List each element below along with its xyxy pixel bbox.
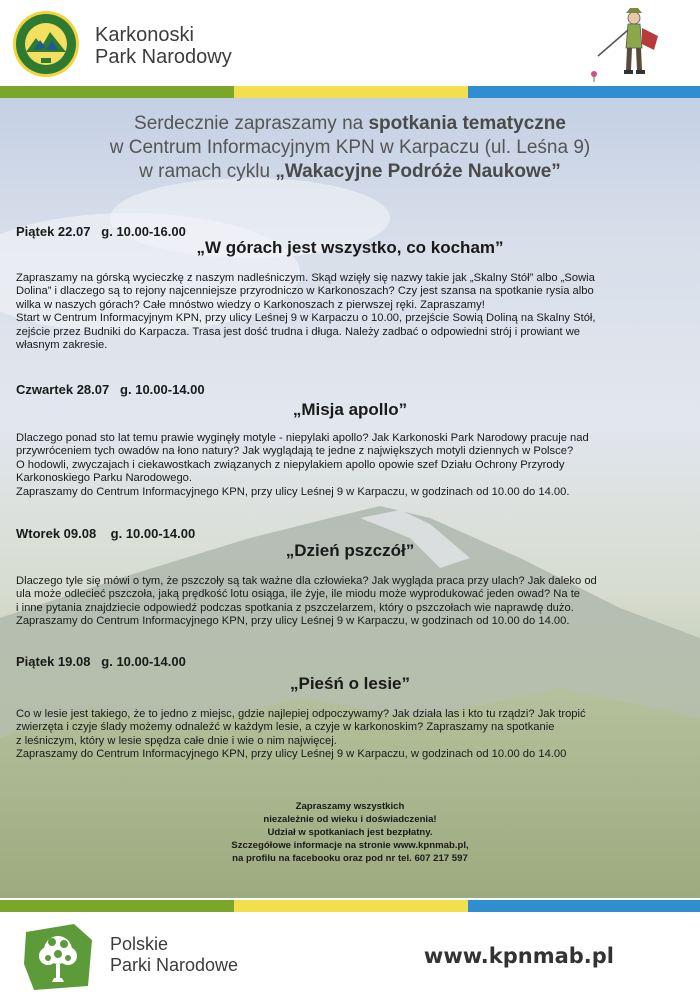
event-description-line: zejście przez Budniki do Karpacza. Trasa jest dość trudna i długa. Należy zadbać o odpowiedni strój i prowiant we [16, 325, 581, 338]
event-description-line: Dlaczego ponad sto lat temu prawie wyginęły motyle - niepylaki apollo? Jak Karkonoski Park Narodowy pracuje nad [16, 432, 589, 444]
event-description [16, 708, 686, 762]
event-description-line: własnym zakresie. [16, 339, 108, 352]
color-stripe-top [0, 86, 700, 98]
org-name-line1: Karkonoski [95, 24, 194, 46]
intro-line1-text: Serdecznie zapraszamy na [134, 113, 369, 134]
intro [0, 112, 700, 184]
event-description-line: i inne pytania znajdziecie odpowiedź podczas spotkania z pszczelarzem, który o pszczołach wie naprawdę dużo. [16, 601, 574, 614]
event-description-line: Karkonoskiego Parku Narodowego. [16, 472, 192, 485]
ppn-name-line2: Parki Narodowe [110, 955, 239, 975]
intro-line1 [0, 112, 700, 136]
event-date: Wtorek 09.08 g. 10.00-14.00 [16, 526, 196, 541]
event-description-line: Zapraszamy do Centrum Informacyjnego KPN, przy ulicy Leśnej 9 w Karpaczu, w godzinach od 10.00 do 14.00. [16, 615, 570, 628]
event-description-line: przywróceniem tych owadów na łono natury? Jak wyglądają te jedne z największych motyli dziennych w Polsce? [16, 445, 574, 458]
event-date: Piątek 19.08 g. 10.00-14.00 [16, 654, 186, 669]
event-description-line: Dolina” i dlaczego są to rejony najcenniejsze przyrodniczo w Karkonoszach? Czy jest szansa na spotkanie rysia albo [16, 285, 594, 298]
event-description-line: zwierzęta i czyje ślady możemy odnaleźć w każdym lesie, a czyje w karkonoskim? Zapraszamy na spotkanie [16, 721, 555, 734]
event-description [16, 432, 686, 499]
event-description-line: z leśniczym, który w lesie spędza całe dnie i wie o nim najwięcej. [16, 734, 337, 747]
event-title: „Misja apollo” [292, 400, 408, 419]
closing-line: Szczegółowe informacje na stronie www.kpnmab.pl, [231, 840, 469, 851]
event-date: Czwartek 28.07 g. 10.00-14.00 [16, 382, 205, 397]
event-date: Piątek 22.07 g. 10.00-16.00 [16, 224, 186, 239]
closing-line: Udział w spotkaniach jest bezpłatny. [267, 827, 433, 838]
event-description-line: Zapraszamy do Centrum Informacyjnego KPN, przy ulicy Leśnej 9 w Karpaczu, w godzinach od 10.00 do 14.00. [16, 485, 570, 498]
org-name [95, 24, 232, 68]
event-description-line: Zapraszamy na górską wycieczkę z naszym nadleśniczym. Skąd wzięły się nazwy takie jak „Skalny Stół” albo „Sowia [16, 272, 595, 284]
event-description [16, 575, 686, 629]
event-description-line: Co w lesie jest takiego, że to jedno z miejsc, gdzie najlepiej odpoczywamy? Jak działa las i kto tu rządzi? Jak tropić [16, 708, 586, 720]
closing-line: niezależnie od wieku i doświadczenia! [263, 814, 437, 825]
event-description [16, 272, 686, 352]
page-footer [0, 912, 700, 1000]
intro-line1-bold: spotkania tematyczne [368, 113, 566, 134]
closing-line: Zapraszamy wszystkich [295, 801, 405, 812]
hiker-illustration [580, 4, 670, 84]
org-name-line2: Park Narodowy [95, 46, 232, 68]
event-description-line: O hodowli, zwyczajach i ciekawostkach związanych z niepylakiem apollo opowie szef Działu Ochrony Przyrody [16, 458, 565, 471]
event-title: „Pieśń o lesie” [290, 674, 410, 693]
page-header [0, 0, 700, 86]
event-description-line: ula może odlecieć pszczoła, jaką prędkość lotu osiąga, ile żyje, ile miodu może wyprodukować jeden owad? Na te [16, 588, 581, 601]
intro-line2: w Centrum Informacyjnym KPN w Karpaczu (ul. Leśna 9) [109, 137, 591, 158]
event-description-line: Zapraszamy do Centrum Informacyjnego KPN, przy ulicy Leśnej 9 w Karpaczu, w godzinach od 10.00 do 14.00 [16, 748, 567, 761]
poster-body [0, 98, 700, 898]
intro-line3-bold: „Wakacyjne Podróże Naukowe” [275, 161, 561, 182]
intro-line3 [0, 160, 700, 184]
kpn-logo [12, 10, 80, 78]
color-stripe-bottom [0, 900, 700, 912]
ppn-name [110, 934, 238, 976]
event-title: „W górach jest wszystko, co kocham” [196, 238, 504, 257]
event-description-line: Start w Centrum Informacyjnym KPN, przy ulicy Leśnej 9 w Karpaczu o 10.00, przejście Sowią Doliną na Skalny Stół, [16, 312, 596, 325]
closing-line: na profilu na facebooku oraz pod nr tel. 607 217 597 [232, 853, 468, 864]
ppn-name-line1: Polskie [110, 934, 169, 954]
event-title: „Dzień pszczół” [285, 541, 415, 560]
intro-line3-text: w ramach cyklu [139, 161, 276, 182]
website-link[interactable]: www.kpnmab.pl [423, 944, 614, 968]
event-description-line: Dlaczego tyle się mówi o tym, że pszczoły są tak ważne dla człowieka? Jak wygląda praca przy ulach? Jak daleko od [16, 575, 597, 587]
event-description-line: wilka w naszych górach? Całe mnóstwo wiedzy o Karkonoszach z pierwszej ręki. Zapraszamy! [16, 298, 485, 311]
polish-national-parks-logo [22, 920, 96, 994]
closing-note [0, 800, 700, 865]
